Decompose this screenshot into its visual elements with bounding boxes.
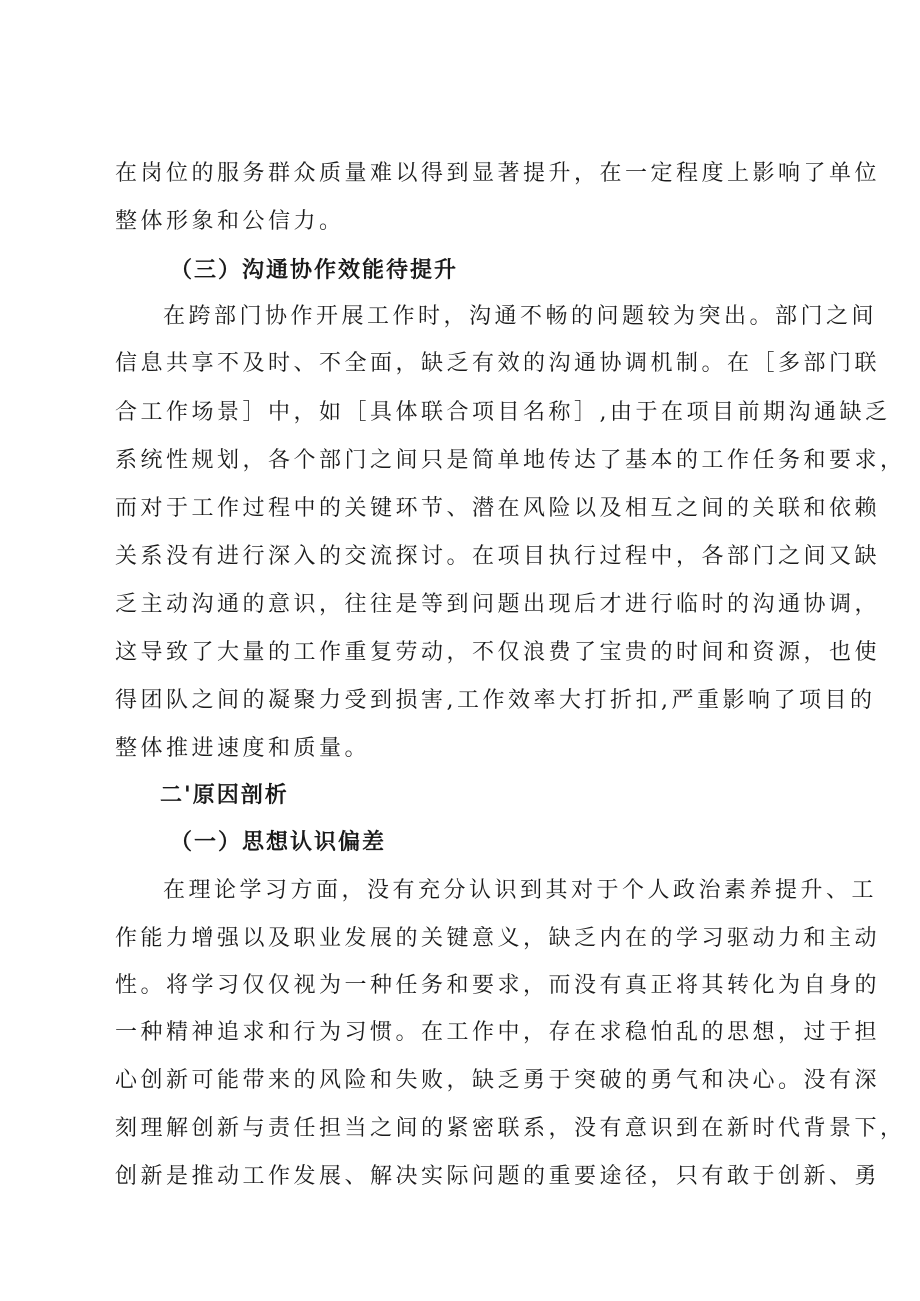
text-line-22: 创新是推动工作发展、解决实际问题的重要途径，只有敢于创新、勇 — [115, 1164, 881, 1189]
text-line-5: 信息共享不及时、不全面，缺乏有效的沟通协调机制。在［多部门联 — [115, 351, 881, 376]
section-heading-3: （三）沟通协作效能待提升 — [170, 258, 459, 283]
section-heading-1: （一）思想认识偏差 — [170, 830, 387, 855]
text-line-1: 在岗位的服务群众质量难以得到显著提升，在一定程度上影响了单位 — [115, 161, 881, 186]
text-line-11: 这导致了大量的工作重复劳动，不仅浪费了宝贵的时间和资源，也使 — [115, 640, 881, 665]
text-line-9: 关系没有进行深入的交流探讨。在项目执行过程中，各部门之间又缺 — [115, 544, 881, 569]
text-line-13: 整体推进速度和质量。 — [115, 736, 371, 761]
text-line-6: 合工作场景］中，如［具体联合项目名称］,由于在项目前期沟通缺乏 — [115, 400, 891, 425]
section-heading-2: 二'原因剖析 — [160, 783, 289, 808]
text-line-2: 整体形象和公信力。 — [115, 209, 345, 234]
text-line-4: 在跨部门协作开展工作时，沟通不畅的问题较为突出。部门之间 — [163, 304, 878, 329]
text-line-7: 系统性规划，各个部门之间只是简单地传达了基本的工作任务和要求， — [115, 448, 906, 473]
text-line-18: 性。将学习仅仅视为一种任务和要求，而没有真正将其转化为自身的 — [115, 973, 881, 998]
text-line-16: 在理论学习方面，没有充分认识到其对于个人政治素养提升、工 — [163, 878, 878, 903]
text-line-17: 作能力增强以及职业发展的关键意义，缺乏内在的学习驱动力和主动 — [115, 926, 881, 951]
text-line-8: 而对于工作过程中的关键环节、潜在风险以及相互之间的关联和依赖 — [115, 496, 881, 521]
text-line-20: 心创新可能带来的风险和失败，缺乏勇于突破的勇气和决心。没有深 — [115, 1068, 881, 1093]
text-line-21: 刻理解创新与责任担当之间的紧密联系，没有意识到在新时代背景下， — [115, 1116, 906, 1141]
text-line-19: 一种精神追求和行为习惯。在工作中，存在求稳怕乱的思想，过于担 — [115, 1020, 881, 1045]
text-line-12: 得团队之间的凝聚力受到损害,工作效率大打折扣,严重影响了项目的 — [115, 688, 876, 713]
text-line-10: 乏主动沟通的意识，往往是等到问题出现后才进行临时的沟通协调， — [115, 592, 881, 617]
